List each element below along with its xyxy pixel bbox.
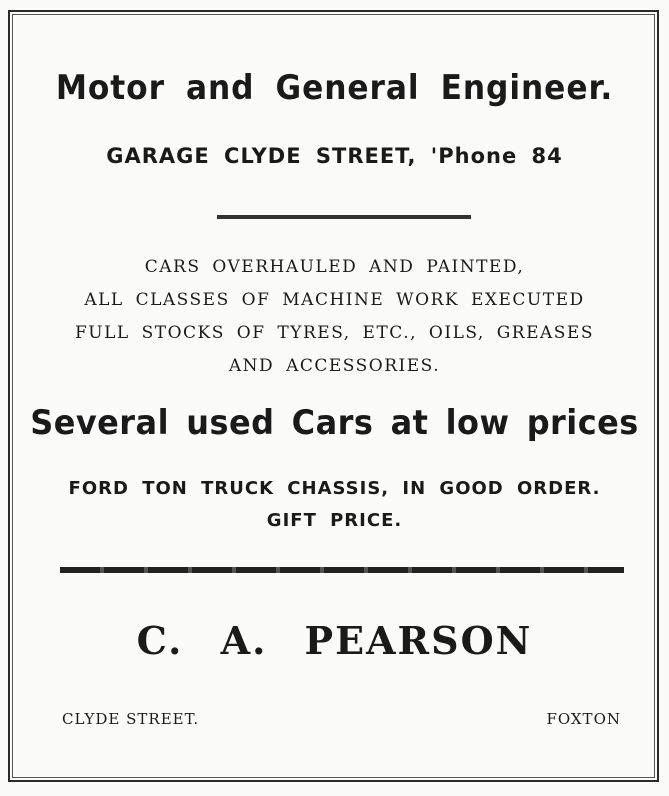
- divider-rule-short: [217, 215, 471, 219]
- divider-rule-long: [60, 567, 624, 573]
- service-line: CARS OVERHAULED AND PAINTED,: [144, 257, 525, 277]
- address-street: CLYDE STREET.: [62, 710, 200, 728]
- service-line: FULL STOCKS OF TYRES, ETC., OILS, GREASES: [75, 323, 594, 343]
- promo-headline: Several used Cars at low prices: [30, 403, 639, 443]
- address-town: FOXTON: [546, 710, 621, 728]
- service-line: ALL CLASSES OF MACHINE WORK EXECUTED: [84, 290, 585, 310]
- advert-heading: Motor and General Engineer.: [55, 68, 614, 108]
- advert-subheading: GARAGE CLYDE STREET, 'Phone 84: [106, 144, 563, 168]
- service-line: AND ACCESSORIES.: [228, 356, 441, 376]
- offer-line: GIFT PRICE.: [266, 510, 403, 531]
- offer-line: FORD TON TRUCK CHASSIS, IN GOOD ORDER.: [68, 478, 601, 499]
- advert-inner-border: [12, 14, 655, 778]
- proprietor-name: C. A. PEARSON: [136, 618, 533, 663]
